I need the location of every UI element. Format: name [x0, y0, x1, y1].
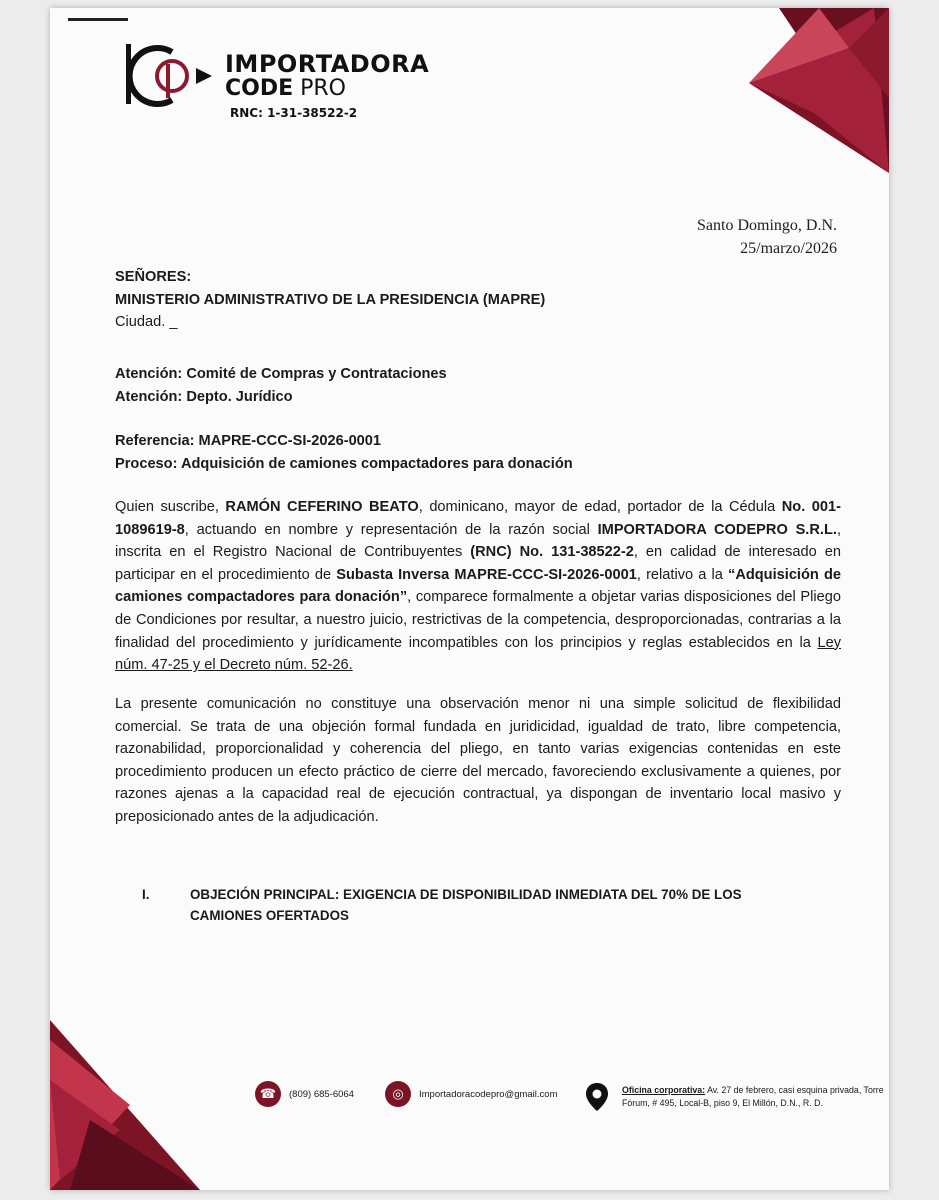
- scan-artifact-line: [68, 18, 128, 21]
- decorative-corner-bottom-left: [50, 1020, 210, 1190]
- reference-block: [115, 430, 841, 475]
- recipient-city: Ciudad. _: [115, 314, 178, 331]
- place-date: [697, 214, 837, 260]
- location-pin-icon: [585, 1082, 609, 1112]
- paragraph-intro: Quien suscribe, RAMÓN CEFERINO BEATO, dominicano, mayor de edad, portador de la Cédula No. 001-1089619-8, actuando en nombre y representación de la razón social IMPORTADORA CODEPRO S.R.L., inscrita en el Registro Nacional de Contribuyentes (RNC) No. 131-38522-2, en calidad de interesado en participar en el procedimiento de Subasta Inversa MAPRE-CCC-SI-2026-0001, relativo a la “Adquisición de camiones compactadores para donación”, comparece formalmente a objetar varias disposiciones del Pliego de Condiciones por resultar, a nuestro juicio, restrictivas de la competencia, desproporcionadas, contrarias a la finalidad del procedimiento y jurídicamente incompatibles con los principios y reglas establecidos en la Ley núm. 47-25 y el Decreto núm. 52-26.: [115, 499, 841, 674]
- section-number: I.: [142, 887, 150, 902]
- date: 25/marzo/2026: [740, 240, 837, 257]
- company-name-line2: CODE PRO: [225, 76, 347, 101]
- reference-line: Referencia: MAPRE-CCC-SI-2026-0001: [115, 433, 382, 449]
- footer-phone: ☎ (809) 685-6064: [255, 1081, 354, 1107]
- footer-email: ◎ Importadoracodepro@gmail.com: [385, 1081, 557, 1107]
- company-rnc: RNC: 1-31-38522-2: [230, 106, 358, 120]
- footer-address: Oficina corporativa: Av. 27 de febrero, casi esquina privada, Torre Fórum, # 495, Local-B, piso 9, El Millón, D.N., R. D.: [622, 1085, 884, 1108]
- attention-block: [115, 363, 841, 408]
- letter-page: [50, 8, 889, 1190]
- company-logo: [120, 38, 430, 138]
- city: Santo Domingo, D.N.: [697, 217, 837, 234]
- addressee-block: [115, 266, 841, 334]
- law-reference: Ley núm. 47-25 y el Decreto núm. 52-26.: [115, 634, 841, 674]
- globe-icon: ◎: [385, 1081, 411, 1107]
- salutation: SEÑORES:: [115, 269, 192, 285]
- attention-line-1: Atención: Comité de Compras y Contrataciones: [115, 366, 447, 382]
- recipient-institution: MINISTERIO ADMINISTRATIVO DE LA PRESIDENCIA (MAPRE): [115, 291, 546, 308]
- section-title: OBJECIÓN PRINCIPAL: EXIGENCIA DE DISPONIBILIDAD INMEDIATA DEL 70% DE LOS CAMIONES OFERTADOS: [190, 887, 742, 923]
- phone-icon: ☎: [255, 1081, 281, 1107]
- paragraph-objection-nature: La presente comunicación no constituye una observación menor ni una simple solicitud de flexibilidad comercial. Se trata de una objeción formal fundada en juridicidad, igualdad de trato, libre competencia, razonabilidad, proporcionalidad y coherencia del pliego, en tanto varias exigencias contenidas en este procedimiento producen un efecto práctico de cierre del mercado, favoreciendo exclusivamente a quienes, por razones ajenas a la capacidad real de ejecución contractual, ya dispongan de inventario local masivo y preposicionado antes de la adjudicación.: [115, 696, 841, 825]
- process-line: Proceso: Adquisición de camiones compactadores para donación: [115, 455, 573, 472]
- attention-line-2: Atención: Depto. Jurídico: [115, 388, 293, 405]
- company-name-line1: IMPORTADORA: [225, 50, 430, 78]
- decorative-corner-top-right: [719, 8, 889, 183]
- icp-logo-mark-icon: [120, 38, 220, 118]
